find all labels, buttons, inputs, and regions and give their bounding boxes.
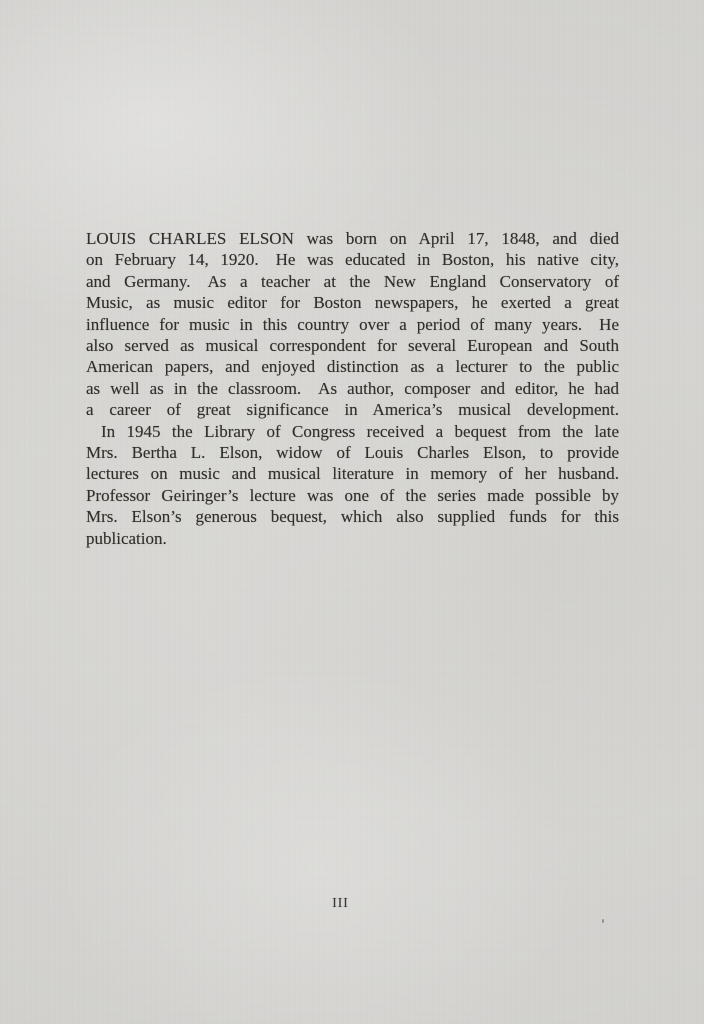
page-number: III (332, 895, 349, 910)
text-line: Mrs. Elson’s generous bequest, which also supplied funds for this (86, 507, 619, 527)
paragraph (86, 228, 619, 421)
body-text (86, 228, 619, 549)
text-line: also served as musical correspondent for several European and South (86, 336, 619, 356)
text-line: and Germany. As a teacher at the New England Conservatory of (86, 271, 619, 291)
text-line: In 1945 the Library of Congress received a bequest from the late (101, 421, 619, 441)
text-line: LOUIS CHARLES ELSON was born on April 17, 1848, and died (86, 229, 619, 248)
text-line: Mrs. Bertha L. Elson, widow of Louis Charles Elson, to provide (86, 443, 619, 463)
dust-speck (602, 919, 604, 923)
paragraph (86, 421, 619, 549)
text-line: on February 14, 1920. He was educated in Boston, his native city, (86, 250, 619, 270)
text-line: influence for music in this country over a period of many years. He (86, 314, 619, 334)
text-line: Professor Geiringer’s lecture was one of the series made possible by (86, 485, 619, 505)
text-line: American papers, and enjoyed distinction as a lecturer to the public (86, 357, 619, 377)
text-line: Music, as music editor for Boston newspapers, he exerted a great (86, 293, 619, 313)
text-line: publication. (86, 528, 167, 548)
text-line: as well as in the classroom. As author, composer and editor, he had (86, 378, 619, 398)
text-line: a career of great significance in America’s musical development. (86, 400, 619, 420)
text-line: lectures on music and musical literature in memory of her husband. (86, 464, 619, 484)
